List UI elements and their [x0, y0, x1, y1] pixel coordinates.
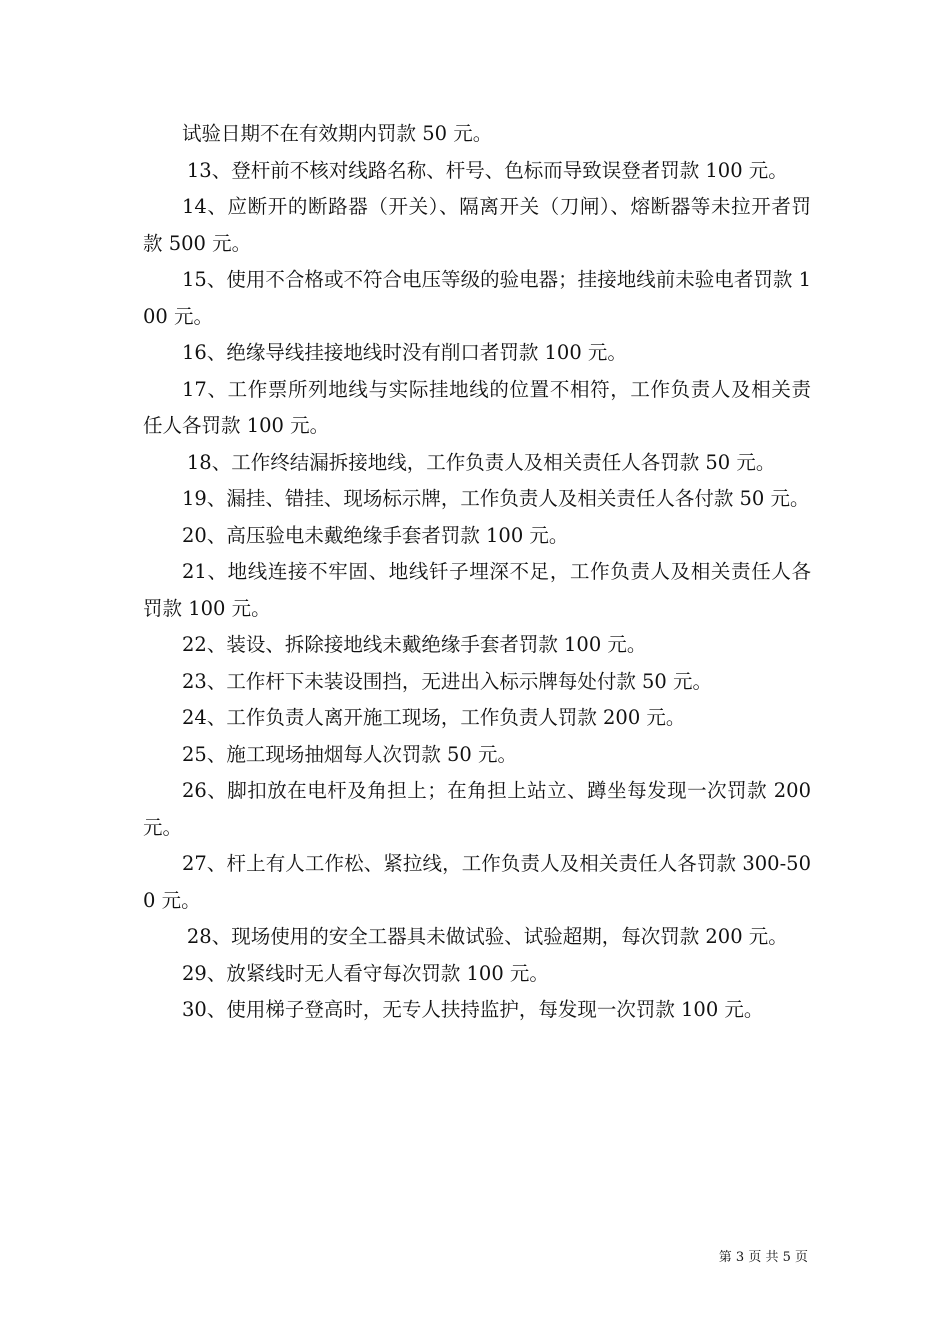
rule-item: 30、使用梯子登高时，无专人扶持监护，每发现一次罚款 100 元。 — [182, 998, 764, 1021]
rule-item: 13、登杆前不核对线路名称、杆号、色标而导致误登者罚款 100 元。 — [186, 158, 788, 182]
rule-item: 26、脚扣放在电杆及角担上；在角担上站立、蹲坐每发现一次罚款 200 元。 — [143, 779, 811, 839]
rule-item: 24、工作负责人离开施工现场，工作负责人罚款 200 元。 — [182, 706, 686, 729]
page-number-footer: 第 3 页 共 5 页 — [718, 1250, 808, 1265]
body-text — [143, 116, 811, 1029]
rule-item: 21、地线连接不牢固、地线钎子埋深不足，工作负责人及相关责任人各罚款 100 元。 — [143, 560, 811, 620]
rule-item: 18、工作终结漏拆接地线，工作负责人及相关责任人各罚款 50 元。 — [186, 450, 776, 474]
rule-item: 22、装设、拆除接地线未戴绝缘手套者罚款 100 元。 — [182, 633, 647, 656]
rule-item: 20、高压验电未戴绝缘手套者罚款 100 元。 — [182, 523, 569, 547]
rule-item: 16、绝缘导线挂接地线时没有削口者罚款 100 元。 — [182, 341, 627, 364]
rule-item: 27、杆上有人工作松、紧拉线，工作负责人及相关责任人各罚款 300-500 元。 — [143, 852, 811, 912]
rule-item: 15、使用不合格或不符合电压等级的验电器；挂接地线前未验电者罚款 100 元。 — [143, 268, 811, 328]
rule-item: 29、放紧线时无人看守每次罚款 100 元。 — [182, 961, 549, 985]
rule-item: 17、工作票所列地线与实际挂地线的位置不相符，工作负责人及相关责任人各罚款 100 元。 — [143, 377, 811, 437]
rule-item: 19、漏挂、错挂、现场标示牌，工作负责人及相关责任人各付款 50 元。 — [182, 487, 810, 510]
rule-item: 14、应断开的断路器（开关）、隔离开关（刀闸）、熔断器等未拉开者罚款 500 元。 — [143, 195, 811, 255]
rule-item: 23、工作杆下未装设围挡，无进出入标示牌每处付款 50 元。 — [182, 669, 713, 693]
paragraph-continuation: 试验日期不在有效期内罚款 50 元。 — [182, 122, 493, 145]
rule-item: 25、施工现场抽烟每人次罚款 50 元。 — [182, 742, 518, 766]
rule-item: 28、现场使用的安全工器具未做试验、试验超期，每次罚款 200 元。 — [186, 925, 788, 948]
